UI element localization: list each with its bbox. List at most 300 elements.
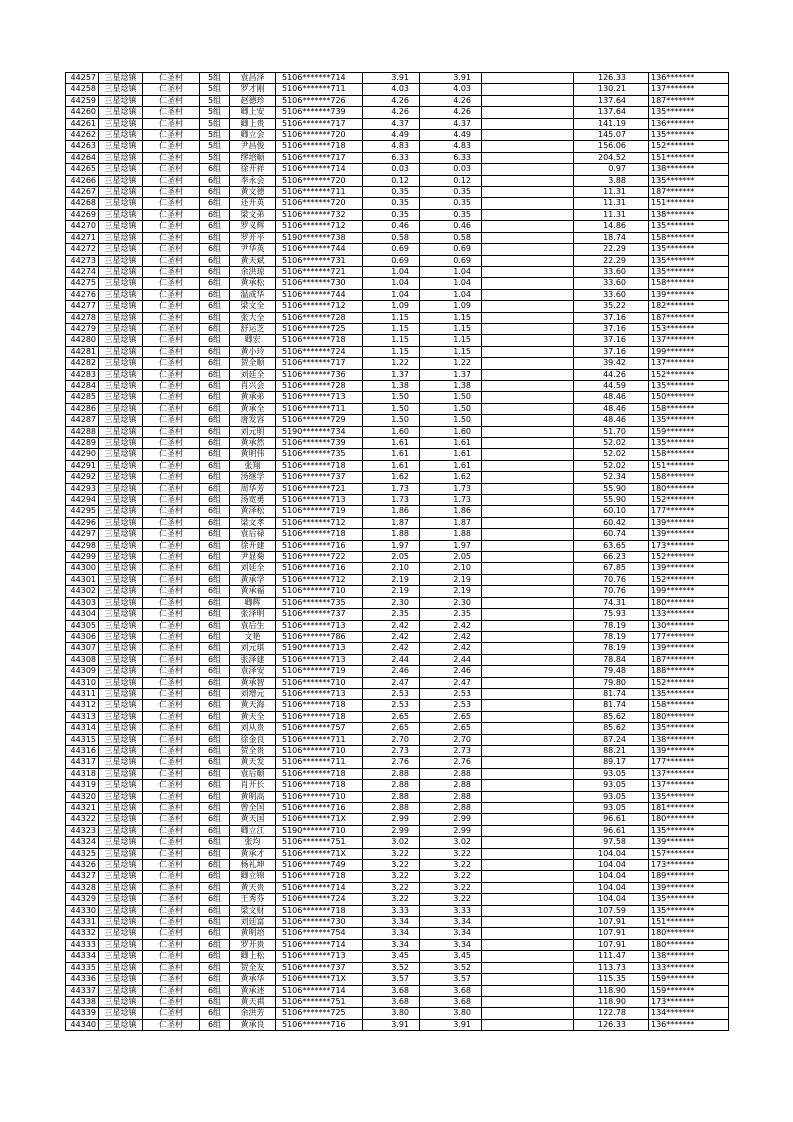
amount-cell: 37.16 (574, 346, 649, 357)
row-number-cell: 44291 (66, 460, 99, 471)
area-cell: 2.10 (363, 563, 420, 574)
group-cell: 6组 (200, 209, 230, 220)
area-cell: 1.97 (363, 540, 420, 551)
area-cell: 2.46 (363, 666, 420, 677)
table-row (66, 289, 729, 300)
phone-cell: 136******* (649, 1019, 729, 1030)
town-cell: 三星埝镇 (99, 996, 143, 1007)
id-number-cell: 5190*******710 (276, 825, 363, 836)
amount-cell: 88.21 (574, 745, 649, 756)
row-number-cell: 44315 (66, 734, 99, 745)
area-confirmed-cell: 2.65 (420, 723, 482, 734)
phone-cell: 135******* (649, 791, 729, 802)
blank-cell (482, 620, 574, 631)
blank-cell (482, 164, 574, 175)
group-cell: 6组 (200, 631, 230, 642)
phone-cell: 139******* (649, 289, 729, 300)
blank-cell (482, 745, 574, 756)
area-cell: 1.50 (363, 415, 420, 426)
area-cell: 2.70 (363, 734, 420, 745)
table-row (66, 803, 729, 814)
table-row (66, 677, 729, 688)
name-cell: 文艳 (230, 631, 276, 642)
area-cell: 3.02 (363, 837, 420, 848)
village-cell: 仁圣村 (143, 688, 200, 699)
row-number-cell: 44327 (66, 871, 99, 882)
village-cell: 仁圣村 (143, 917, 200, 928)
area-confirmed-cell: 4.03 (420, 84, 482, 95)
blank-cell (482, 700, 574, 711)
table-row (66, 187, 729, 198)
area-confirmed-cell: 2.99 (420, 814, 482, 825)
phone-cell: 134******* (649, 1008, 729, 1019)
blank-cell (482, 323, 574, 334)
blank-cell (482, 358, 574, 369)
table-row (66, 141, 729, 152)
town-cell: 三星埝镇 (99, 609, 143, 620)
blank-cell (482, 825, 574, 836)
row-number-cell: 44275 (66, 278, 99, 289)
village-cell: 仁圣村 (143, 563, 200, 574)
phone-cell: 137******* (649, 780, 729, 791)
blank-cell (482, 677, 574, 688)
name-cell: 卿立会 (230, 130, 276, 141)
area-cell: 2.53 (363, 688, 420, 699)
area-confirmed-cell: 3.91 (420, 73, 482, 84)
village-cell: 仁圣村 (143, 552, 200, 563)
area-cell: 4.03 (363, 84, 420, 95)
table-row (66, 232, 729, 243)
group-cell: 6组 (200, 1019, 230, 1030)
table-row (66, 403, 729, 414)
name-cell: 刘廷全 (230, 369, 276, 380)
blank-cell (482, 472, 574, 483)
id-number-cell: 5106*******711 (276, 84, 363, 95)
area-confirmed-cell: 1.04 (420, 266, 482, 277)
town-cell: 三星埝镇 (99, 905, 143, 916)
group-cell: 6组 (200, 164, 230, 175)
name-cell: 张翔 (230, 460, 276, 471)
town-cell: 三星埝镇 (99, 187, 143, 198)
group-cell: 6组 (200, 654, 230, 665)
table-row (66, 723, 729, 734)
blank-cell (482, 643, 574, 654)
amount-cell: 70.76 (574, 586, 649, 597)
group-cell: 6组 (200, 951, 230, 962)
row-number-cell: 44316 (66, 745, 99, 756)
phone-cell: 151******* (649, 917, 729, 928)
blank-cell (482, 415, 574, 426)
amount-cell: 107.91 (574, 939, 649, 950)
phone-cell: 135******* (649, 266, 729, 277)
town-cell: 三星埝镇 (99, 837, 143, 848)
name-cell: 尹华英 (230, 244, 276, 255)
group-cell: 6组 (200, 426, 230, 437)
name-cell: 黄承智 (230, 677, 276, 688)
area-cell: 2.30 (363, 597, 420, 608)
row-number-cell: 44290 (66, 449, 99, 460)
row-number-cell: 44300 (66, 563, 99, 574)
village-cell: 仁圣村 (143, 540, 200, 551)
area-confirmed-cell: 2.65 (420, 711, 482, 722)
id-number-cell: 5106*******712 (276, 517, 363, 528)
blank-cell (482, 232, 574, 243)
town-cell: 三星埝镇 (99, 791, 143, 802)
table-row (66, 312, 729, 323)
phone-cell: 153******* (649, 323, 729, 334)
name-cell: 卿立江 (230, 825, 276, 836)
id-number-cell: 5190*******734 (276, 426, 363, 437)
name-cell: 黄承然 (230, 438, 276, 449)
area-confirmed-cell: 0.03 (420, 164, 482, 175)
village-cell: 仁圣村 (143, 951, 200, 962)
name-cell: 尹昌俊 (230, 141, 276, 152)
table-row (66, 107, 729, 118)
group-cell: 6组 (200, 198, 230, 209)
amount-cell: 78.19 (574, 620, 649, 631)
town-cell: 三星埝镇 (99, 928, 143, 939)
village-cell: 仁圣村 (143, 1008, 200, 1019)
phone-cell: 159******* (649, 974, 729, 985)
village-cell: 仁圣村 (143, 73, 200, 84)
area-cell: 1.61 (363, 460, 420, 471)
area-cell: 1.50 (363, 403, 420, 414)
table-row (66, 221, 729, 232)
phone-cell: 135******* (649, 255, 729, 266)
town-cell: 三星埝镇 (99, 335, 143, 346)
group-cell: 6组 (200, 358, 230, 369)
phone-cell: 135******* (649, 688, 729, 699)
phone-cell: 187******* (649, 187, 729, 198)
table-row (66, 574, 729, 585)
table-row (66, 438, 729, 449)
area-cell: 3.33 (363, 905, 420, 916)
row-number-cell: 44305 (66, 620, 99, 631)
row-number-cell: 44338 (66, 996, 99, 1007)
village-cell: 仁圣村 (143, 369, 200, 380)
name-cell: 黄承全 (230, 403, 276, 414)
name-cell: 余洪琼 (230, 266, 276, 277)
blank-cell (482, 609, 574, 620)
area-confirmed-cell: 2.30 (420, 597, 482, 608)
name-cell: 黄小玲 (230, 346, 276, 357)
area-confirmed-cell: 2.70 (420, 734, 482, 745)
village-cell: 仁圣村 (143, 620, 200, 631)
area-cell: 1.62 (363, 472, 420, 483)
area-cell: 2.65 (363, 723, 420, 734)
area-cell: 1.04 (363, 289, 420, 300)
table-row (66, 631, 729, 642)
town-cell: 三星埝镇 (99, 552, 143, 563)
area-confirmed-cell: 3.45 (420, 951, 482, 962)
area-confirmed-cell: 3.57 (420, 974, 482, 985)
area-confirmed-cell: 3.34 (420, 928, 482, 939)
area-confirmed-cell: 2.53 (420, 688, 482, 699)
amount-cell: 104.04 (574, 882, 649, 893)
town-cell: 三星埝镇 (99, 688, 143, 699)
phone-cell: 137******* (649, 358, 729, 369)
table-row (66, 73, 729, 84)
name-cell: 卿宏 (230, 335, 276, 346)
blank-cell (482, 540, 574, 551)
phone-cell: 135******* (649, 438, 729, 449)
village-cell: 仁圣村 (143, 346, 200, 357)
area-confirmed-cell: 1.09 (420, 301, 482, 312)
area-confirmed-cell: 2.44 (420, 654, 482, 665)
area-confirmed-cell: 2.88 (420, 768, 482, 779)
phone-cell: 158******* (649, 232, 729, 243)
id-number-cell: 5106*******711 (276, 187, 363, 198)
area-confirmed-cell: 1.38 (420, 380, 482, 391)
village-cell: 仁圣村 (143, 768, 200, 779)
blank-cell (482, 757, 574, 768)
village-cell: 仁圣村 (143, 1019, 200, 1030)
area-confirmed-cell: 2.19 (420, 574, 482, 585)
id-number-cell: 5106*******737 (276, 472, 363, 483)
phone-cell: 173******* (649, 540, 729, 551)
town-cell: 三星埝镇 (99, 278, 143, 289)
phone-cell: 137******* (649, 84, 729, 95)
group-cell: 6组 (200, 711, 230, 722)
area-cell: 2.44 (363, 654, 420, 665)
group-cell: 5组 (200, 130, 230, 141)
area-cell: 1.73 (363, 483, 420, 494)
phone-cell: 189******* (649, 871, 729, 882)
amount-cell: 85.62 (574, 711, 649, 722)
area-cell: 2.99 (363, 814, 420, 825)
phone-cell: 180******* (649, 814, 729, 825)
table-row (66, 825, 729, 836)
group-cell: 6组 (200, 974, 230, 985)
town-cell: 三星埝镇 (99, 666, 143, 677)
town-cell: 三星埝镇 (99, 506, 143, 517)
phone-cell: 135******* (649, 380, 729, 391)
phone-cell: 177******* (649, 631, 729, 642)
row-number-cell: 44314 (66, 723, 99, 734)
row-number-cell: 44262 (66, 130, 99, 141)
blank-cell (482, 894, 574, 905)
amount-cell: 78.84 (574, 654, 649, 665)
table-row (66, 540, 729, 551)
row-number-cell: 44333 (66, 939, 99, 950)
id-number-cell: 5106*******725 (276, 1008, 363, 1019)
table-row (66, 711, 729, 722)
table-row (66, 244, 729, 255)
area-confirmed-cell: 3.80 (420, 1008, 482, 1019)
id-number-cell: 5106*******751 (276, 996, 363, 1007)
name-cell: 刘元明 (230, 426, 276, 437)
area-confirmed-cell: 1.87 (420, 517, 482, 528)
row-number-cell: 44318 (66, 768, 99, 779)
row-number-cell: 44282 (66, 358, 99, 369)
id-number-cell: 5106*******722 (276, 552, 363, 563)
row-number-cell: 44259 (66, 95, 99, 106)
name-cell: 袁后禄 (230, 529, 276, 540)
table-row (66, 700, 729, 711)
group-cell: 5组 (200, 118, 230, 129)
area-confirmed-cell: 1.15 (420, 346, 482, 357)
group-cell: 6组 (200, 244, 230, 255)
phone-cell: 199******* (649, 586, 729, 597)
area-confirmed-cell: 1.97 (420, 540, 482, 551)
area-confirmed-cell: 2.88 (420, 791, 482, 802)
blank-cell (482, 449, 574, 460)
blank-cell (482, 255, 574, 266)
group-cell: 6组 (200, 609, 230, 620)
group-cell: 6组 (200, 175, 230, 186)
row-number-cell: 44297 (66, 529, 99, 540)
phone-cell: 139******* (649, 529, 729, 540)
area-cell: 3.80 (363, 1008, 420, 1019)
row-number-cell: 44310 (66, 677, 99, 688)
area-cell: 0.69 (363, 244, 420, 255)
table-row (66, 848, 729, 859)
group-cell: 6组 (200, 438, 230, 449)
phone-cell: 158******* (649, 403, 729, 414)
area-confirmed-cell: 2.73 (420, 745, 482, 756)
blank-cell (482, 723, 574, 734)
village-cell: 仁圣村 (143, 654, 200, 665)
town-cell: 三星埝镇 (99, 449, 143, 460)
table-row (66, 894, 729, 905)
id-number-cell: 5106*******730 (276, 278, 363, 289)
table-row (66, 209, 729, 220)
phone-cell: 135******* (649, 894, 729, 905)
id-number-cell: 5106*******728 (276, 380, 363, 391)
area-cell: 1.37 (363, 369, 420, 380)
town-cell: 三星埝镇 (99, 301, 143, 312)
row-number-cell: 44301 (66, 574, 99, 585)
table-row (66, 962, 729, 973)
village-cell: 仁圣村 (143, 187, 200, 198)
village-cell: 仁圣村 (143, 848, 200, 859)
blank-cell (482, 107, 574, 118)
row-number-cell: 44260 (66, 107, 99, 118)
row-number-cell: 44336 (66, 974, 99, 985)
blank-cell (482, 495, 574, 506)
group-cell: 6组 (200, 472, 230, 483)
area-confirmed-cell: 0.69 (420, 255, 482, 266)
id-number-cell: 5106*******718 (276, 460, 363, 471)
group-cell: 5组 (200, 73, 230, 84)
area-confirmed-cell: 3.33 (420, 905, 482, 916)
row-number-cell: 44258 (66, 84, 99, 95)
table-row (66, 597, 729, 608)
row-number-cell: 44299 (66, 552, 99, 563)
name-cell: 徐金良 (230, 734, 276, 745)
town-cell: 三星埝镇 (99, 974, 143, 985)
area-cell: 1.86 (363, 506, 420, 517)
id-number-cell: 5190*******713 (276, 643, 363, 654)
amount-cell: 37.16 (574, 335, 649, 346)
phone-cell: 135******* (649, 723, 729, 734)
name-cell: 卿上松 (230, 951, 276, 962)
id-number-cell: 5106*******713 (276, 654, 363, 665)
name-cell: 黄承才 (230, 848, 276, 859)
id-number-cell: 5106*******718 (276, 768, 363, 779)
village-cell: 仁圣村 (143, 837, 200, 848)
id-number-cell: 5106*******716 (276, 563, 363, 574)
area-confirmed-cell: 1.60 (420, 426, 482, 437)
row-number-cell: 44334 (66, 951, 99, 962)
town-cell: 三星埝镇 (99, 654, 143, 665)
name-cell: 袁泽安 (230, 666, 276, 677)
area-cell: 0.35 (363, 198, 420, 209)
row-number-cell: 44265 (66, 164, 99, 175)
town-cell: 三星埝镇 (99, 164, 143, 175)
amount-cell: 0.97 (574, 164, 649, 175)
group-cell: 6组 (200, 962, 230, 973)
phone-cell: 138******* (649, 951, 729, 962)
amount-cell: 52.02 (574, 460, 649, 471)
blank-cell (482, 369, 574, 380)
group-cell: 6组 (200, 757, 230, 768)
town-cell: 三星埝镇 (99, 985, 143, 996)
name-cell: 罗开平 (230, 232, 276, 243)
amount-cell: 85.62 (574, 723, 649, 734)
id-number-cell: 5106*******721 (276, 266, 363, 277)
area-cell: 1.15 (363, 335, 420, 346)
id-number-cell: 5106*******717 (276, 358, 363, 369)
amount-cell: 66.23 (574, 552, 649, 563)
id-number-cell: 5106*******711 (276, 403, 363, 414)
blank-cell (482, 574, 574, 585)
id-number-cell: 5106*******744 (276, 244, 363, 255)
area-cell: 3.22 (363, 882, 420, 893)
name-cell: 黄明伟 (230, 449, 276, 460)
phone-cell: 135******* (649, 415, 729, 426)
id-number-cell: 5106*******713 (276, 620, 363, 631)
table-row (66, 757, 729, 768)
group-cell: 6组 (200, 529, 230, 540)
village-cell: 仁圣村 (143, 415, 200, 426)
row-number-cell: 44261 (66, 118, 99, 129)
area-confirmed-cell: 6.33 (420, 152, 482, 163)
group-cell: 6组 (200, 677, 230, 688)
data-sheet (65, 72, 728, 1031)
village-cell: 仁圣村 (143, 871, 200, 882)
group-cell: 6组 (200, 882, 230, 893)
area-confirmed-cell: 4.26 (420, 95, 482, 106)
id-number-cell: 5106*******726 (276, 95, 363, 106)
group-cell: 6组 (200, 666, 230, 677)
phone-cell: 180******* (649, 939, 729, 950)
name-cell: 黄承学 (230, 574, 276, 585)
group-cell: 6组 (200, 289, 230, 300)
group-cell: 6组 (200, 403, 230, 414)
town-cell: 三星埝镇 (99, 917, 143, 928)
area-cell: 0.58 (363, 232, 420, 243)
row-number-cell: 44309 (66, 666, 99, 677)
id-number-cell: 5106*******744 (276, 289, 363, 300)
phone-cell: 187******* (649, 654, 729, 665)
village-cell: 仁圣村 (143, 643, 200, 654)
town-cell: 三星埝镇 (99, 175, 143, 186)
row-number-cell: 44295 (66, 506, 99, 517)
village-cell: 仁圣村 (143, 791, 200, 802)
town-cell: 三星埝镇 (99, 620, 143, 631)
blank-cell (482, 905, 574, 916)
blank-cell (482, 1008, 574, 1019)
phone-cell: 139******* (649, 517, 729, 528)
town-cell: 三星埝镇 (99, 586, 143, 597)
blank-cell (482, 152, 574, 163)
name-cell: 肖兴会 (230, 380, 276, 391)
area-cell: 3.34 (363, 939, 420, 950)
group-cell: 6组 (200, 563, 230, 574)
group-cell: 6组 (200, 346, 230, 357)
phone-cell: 135******* (649, 175, 729, 186)
